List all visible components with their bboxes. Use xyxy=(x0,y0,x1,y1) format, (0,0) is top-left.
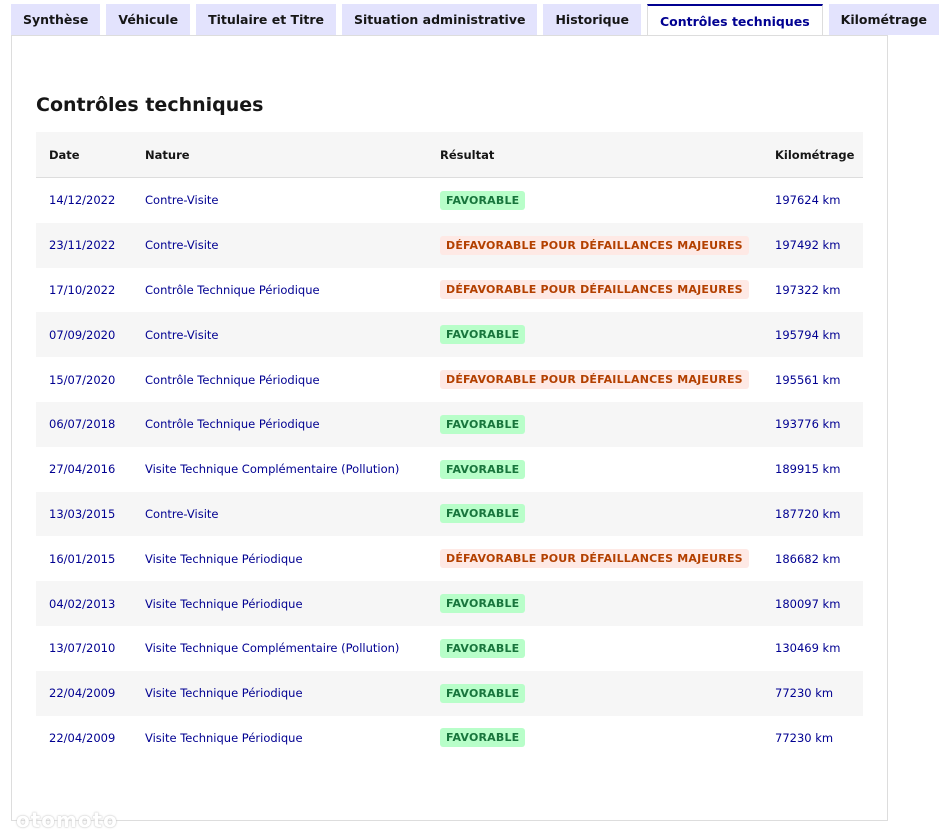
tab-kilometrage[interactable]: Kilométrage xyxy=(829,4,939,35)
cell-nature: Visite Technique Périodique xyxy=(145,730,303,745)
table-row xyxy=(36,357,863,402)
cell-result xyxy=(427,357,762,402)
cell-mileage: 197322 km xyxy=(775,282,841,297)
cell-result xyxy=(427,223,762,268)
cell-result xyxy=(427,671,762,716)
table-row xyxy=(36,716,863,761)
result-badge-defavorable: DÉFAVORABLE POUR DÉFAILLANCES MAJEURES xyxy=(440,236,749,255)
cell-result xyxy=(427,626,762,671)
result-badge-defavorable: DÉFAVORABLE POUR DÉFAILLANCES MAJEURES xyxy=(440,549,749,568)
cell-nature: Contrôle Technique Périodique xyxy=(145,282,320,297)
result-badge-favorable: FAVORABLE xyxy=(440,684,525,703)
table-row xyxy=(36,178,863,223)
tab-controles-techniques[interactable]: Contrôles techniques xyxy=(647,4,823,36)
table-row xyxy=(36,492,863,537)
tab-vehicule[interactable]: Véhicule xyxy=(106,4,190,35)
cell-nature: Contrôle Technique Périodique xyxy=(145,372,320,387)
cell-date: 27/04/2016 xyxy=(49,462,116,477)
cell-nature: Visite Technique Périodique xyxy=(132,581,427,626)
tab-historique[interactable]: Historique xyxy=(543,4,641,35)
cell-date: 22/04/2009 xyxy=(36,671,132,716)
cell-result xyxy=(427,716,762,761)
cell-result xyxy=(427,312,762,357)
cell-date: 13/07/2010 xyxy=(49,641,116,656)
table-row xyxy=(36,447,863,492)
result-badge-favorable: FAVORABLE xyxy=(440,594,525,613)
watermark-logo: otomoto xyxy=(16,808,118,832)
cell-nature: Contre-Visite xyxy=(145,193,219,208)
cell-nature: Visite Technique Complémentaire (Pollution) xyxy=(145,462,400,477)
cell-mileage: 189915 km xyxy=(775,462,841,477)
cell-date: 14/12/2022 xyxy=(49,193,116,208)
table-row xyxy=(36,312,863,357)
cell-date: 17/10/2022 xyxy=(49,282,116,297)
cell-nature: Contre-Visite xyxy=(132,492,427,537)
cell-result xyxy=(427,536,762,581)
column-header-date: Date xyxy=(36,132,132,178)
technical-inspections-table xyxy=(36,132,863,760)
cell-nature: Visite Technique Périodique xyxy=(145,551,303,566)
cell-date: 23/11/2022 xyxy=(36,223,132,268)
tab-synthese[interactable]: Synthèse xyxy=(11,4,100,35)
result-badge-favorable: FAVORABLE xyxy=(440,460,525,479)
cell-nature: Contre-Visite xyxy=(132,312,427,357)
table-row xyxy=(36,402,863,447)
cell-result xyxy=(427,581,762,626)
table-row xyxy=(36,671,863,716)
table-row xyxy=(36,581,863,626)
cell-result xyxy=(427,492,762,537)
cell-mileage: 77230 km xyxy=(762,671,863,716)
tab-titulaire-et-titre[interactable]: Titulaire et Titre xyxy=(196,4,336,35)
cell-date: 04/02/2013 xyxy=(36,581,132,626)
cell-mileage: 195794 km xyxy=(762,312,863,357)
column-header-mileage: Kilométrage xyxy=(762,132,863,178)
cell-date: 07/09/2020 xyxy=(36,312,132,357)
cell-mileage: 197624 km xyxy=(775,193,841,208)
result-badge-favorable: FAVORABLE xyxy=(440,191,525,210)
table-row xyxy=(36,536,863,581)
tab-bar xyxy=(11,4,939,36)
cell-mileage: 186682 km xyxy=(775,551,841,566)
cell-date: 16/01/2015 xyxy=(49,551,116,566)
result-badge-defavorable: DÉFAVORABLE POUR DÉFAILLANCES MAJEURES xyxy=(440,370,749,389)
column-header-nature: Nature xyxy=(132,132,427,178)
cell-nature: Visite Technique Périodique xyxy=(132,671,427,716)
cell-nature: Contrôle Technique Périodique xyxy=(132,402,427,447)
table-row xyxy=(36,223,863,268)
cell-nature: Visite Technique Complémentaire (Pollution) xyxy=(145,641,400,656)
cell-result xyxy=(427,178,762,223)
cell-mileage: 130469 km xyxy=(775,641,841,656)
cell-mileage: 193776 km xyxy=(762,402,863,447)
table-row xyxy=(36,626,863,671)
cell-mileage: 195561 km xyxy=(775,372,841,387)
cell-mileage: 187720 km xyxy=(762,492,863,537)
tab-situation-administrative[interactable]: Situation administrative xyxy=(342,4,537,35)
cell-date: 06/07/2018 xyxy=(36,402,132,447)
cell-result xyxy=(427,447,762,492)
result-badge-favorable: FAVORABLE xyxy=(440,325,525,344)
result-badge-defavorable: DÉFAVORABLE POUR DÉFAILLANCES MAJEURES xyxy=(440,280,749,299)
result-badge-favorable: FAVORABLE xyxy=(440,639,525,658)
cell-date: 22/04/2009 xyxy=(49,730,116,745)
section-title: Contrôles techniques xyxy=(36,94,264,116)
cell-date: 13/03/2015 xyxy=(36,492,132,537)
cell-mileage: 77230 km xyxy=(775,730,834,745)
result-badge-favorable: FAVORABLE xyxy=(440,728,525,747)
table-row xyxy=(36,268,863,313)
result-badge-favorable: FAVORABLE xyxy=(440,415,525,434)
cell-mileage: 180097 km xyxy=(762,581,863,626)
result-badge-favorable: FAVORABLE xyxy=(440,504,525,523)
cell-date: 15/07/2020 xyxy=(49,372,116,387)
cell-result xyxy=(427,402,762,447)
cell-mileage: 197492 km xyxy=(762,223,863,268)
table-header-row xyxy=(36,132,863,178)
cell-nature: Contre-Visite xyxy=(132,223,427,268)
column-header-result: Résultat xyxy=(427,132,762,178)
cell-result xyxy=(427,268,762,313)
